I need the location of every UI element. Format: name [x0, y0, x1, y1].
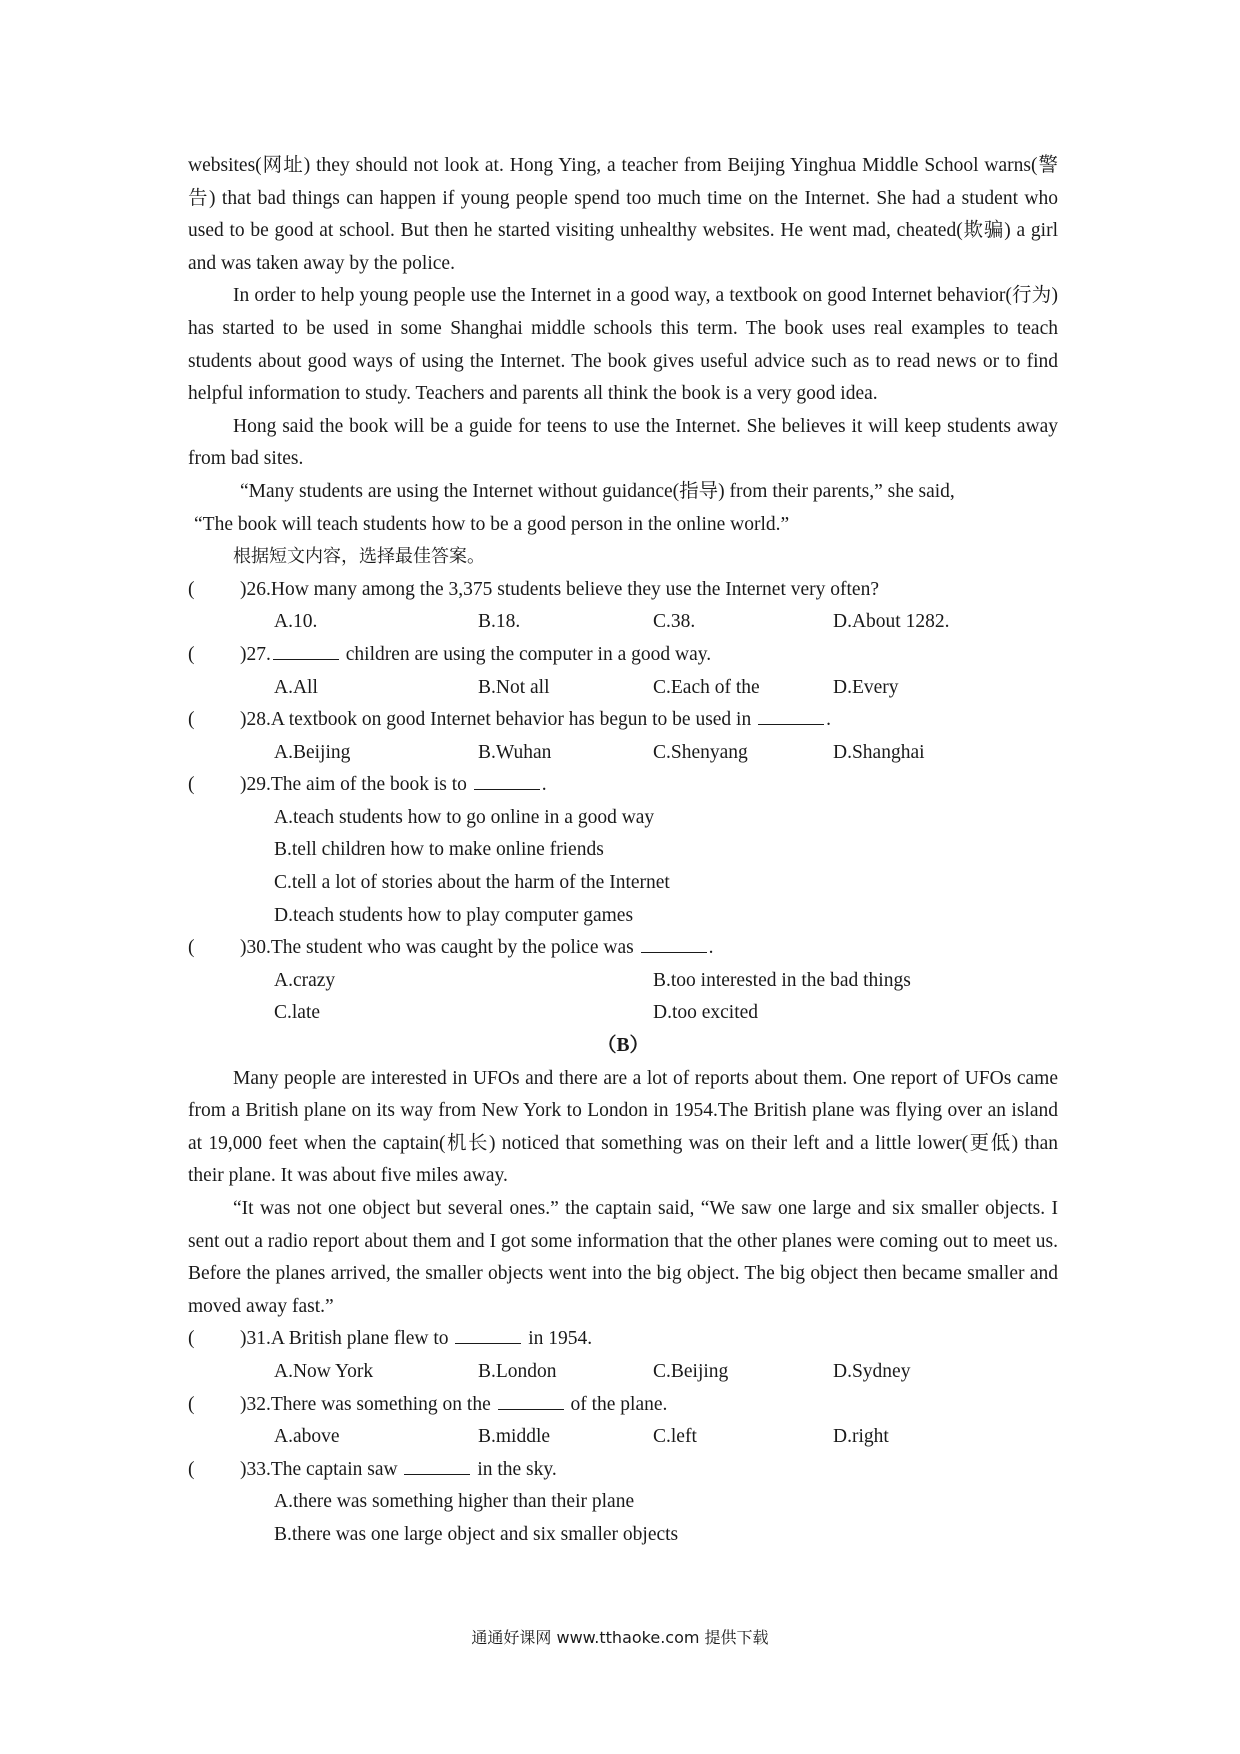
question-26	[188, 574, 1058, 607]
passage-a-paragraph-1: websites(网址) they should not look at. Hong Ying, a teacher from Beijing Yinghua Middle School warns(警告) that bad things can happen if young people spend too much time on the Internet. She had a student who used to be good at school. But then he started visiting unhealthy websites. He went mad, cheated(欺骗) a girl and was taken away by the police.	[188, 155, 1058, 274]
option-c: C.Each of the	[653, 676, 760, 698]
question-stem	[240, 769, 547, 802]
options-row	[188, 965, 1058, 998]
page-footer: 通通好课网 www.tthaoke.com 提供下载	[471, 1628, 769, 1647]
option-d: D.About 1282.	[833, 611, 950, 633]
option-c: C.Shenyang	[653, 741, 748, 763]
options-row	[188, 997, 1058, 1030]
stem-after: .	[541, 774, 547, 796]
option-a: A.there was something higher than their plane	[274, 1491, 635, 1513]
stem-before: )31.A British plane flew to	[240, 1328, 454, 1350]
options-row	[188, 737, 1058, 770]
option-d: D.Sydney	[833, 1360, 911, 1382]
option-b: B.tell children how to make online friends	[274, 839, 604, 861]
option-c: C.late	[274, 1002, 321, 1024]
option-c: C.tell a lot of stories about the harm of the Internet	[274, 872, 670, 894]
option-a: A.Beijing	[274, 741, 351, 763]
stem-after: of the plane.	[565, 1393, 668, 1415]
options-row	[188, 606, 1058, 639]
answer-bracket[interactable]: (	[188, 1328, 195, 1350]
question-stem	[240, 932, 713, 965]
option-d: D.Every	[833, 676, 899, 698]
option-c: C.38.	[653, 611, 696, 633]
option-b: B.Not all	[478, 676, 550, 698]
option-a: A.teach students how to go online in a good way	[274, 806, 655, 828]
option-b: B.too interested in the bad things	[653, 969, 911, 991]
stem-after: .	[826, 709, 831, 731]
passage-a-quote-line-1: “Many students are using the Internet without guidance(指导) from their parents,” she said,	[240, 480, 955, 502]
answer-bracket[interactable]: (	[188, 774, 195, 796]
stem-after: in the sky.	[472, 1458, 557, 1480]
question-stem	[240, 1454, 557, 1487]
question-stem	[240, 639, 711, 672]
question-29	[188, 769, 1058, 802]
stem-after: in 1954.	[523, 1328, 593, 1350]
option-b: B.18.	[478, 611, 521, 633]
answer-bracket[interactable]: (	[188, 1393, 195, 1415]
question-31	[188, 1323, 1058, 1356]
passage-a-paragraph-2: In order to help young people use the Internet in a good way, a textbook on good Internet behavior(行为) has started to be used in some Shanghai middle schools this term. The book uses real examples to teach students about good ways of using the Internet. The book gives useful advice such as to read news or to find helpful information to study. Teachers and parents all think the book is a very good idea.	[188, 285, 1058, 405]
passage-b-paragraph-2: “It was not one object but several ones.” the captain said, “We saw one large and six smaller objects. I sent out a radio report about them and I got some information that the other planes were coming out to meet us. Before the planes arrived, the smaller objects went into the big object. The big object then became smaller and moved away fast.”	[188, 1198, 1058, 1317]
option-c: C.Beijing	[653, 1360, 729, 1382]
stem-after: children are using the computer in a good way.	[340, 643, 712, 665]
option-b: B.there was one large object and six smaller objects	[274, 1523, 679, 1545]
question-stem	[240, 1389, 667, 1422]
option-c: C.left	[653, 1426, 697, 1448]
answer-bracket[interactable]: (	[188, 937, 195, 959]
answer-blank	[273, 641, 339, 660]
answer-bracket[interactable]: (	[188, 578, 195, 600]
passage-a-paragraph-3: Hong said the book will be a guide for teens to use the Internet. She believes it will keep students away from bad sites.	[188, 415, 1058, 470]
options-row	[188, 1356, 1058, 1389]
question-30	[188, 932, 1058, 965]
section-b-title: （B）	[596, 1035, 649, 1057]
answer-bracket[interactable]: (	[188, 1458, 195, 1480]
option-d: D.too excited	[653, 1002, 759, 1024]
options-row	[188, 1421, 1058, 1454]
stem-before: )32.There was something on the	[240, 1393, 496, 1415]
option-b: B.Wuhan	[478, 741, 552, 763]
instruction-text: 根据短文内容，选择最佳答案。	[233, 546, 485, 568]
answer-blank	[404, 1456, 470, 1475]
answer-bracket[interactable]: (	[188, 643, 195, 665]
option-a: A.Now York	[274, 1360, 374, 1382]
option-a: A.crazy	[274, 969, 336, 991]
answer-blank	[498, 1391, 564, 1410]
stem-after: .	[708, 937, 714, 959]
question-28	[188, 704, 1058, 737]
question-stem: )26.How many among the 3,375 students believe they use the Internet very often?	[240, 578, 879, 600]
answer-blank	[474, 771, 540, 790]
answer-blank	[455, 1325, 521, 1344]
answer-blank	[641, 934, 707, 953]
option-b: B.London	[478, 1360, 557, 1382]
option-d: D.Shanghai	[833, 741, 925, 763]
option-d: D.teach students how to play computer games	[274, 904, 634, 926]
option-a: A.10.	[274, 611, 318, 633]
stem-before: )28.A textbook on good Internet behavior has begun to be used in	[240, 709, 757, 731]
question-stem	[240, 704, 831, 737]
options-row	[188, 672, 1058, 705]
option-a: A.All	[274, 676, 318, 698]
question-33	[188, 1454, 1058, 1487]
passage-a-quote-line-2: “The book will teach students how to be a good person in the online world.”	[194, 513, 790, 535]
passage-b-paragraph-1: Many people are interested in UFOs and there are a lot of reports about them. One report of UFOs came from a British plane on its way from New York to London in 1954.The British plane was flying over an island at 19,000 feet when the captain(机长) noticed that something was on their left and a little lower(更低) than their plane. It was about five miles away.	[188, 1067, 1058, 1187]
question-27	[188, 639, 1058, 672]
exam-page	[188, 150, 1058, 1552]
option-b: B.middle	[478, 1426, 551, 1448]
answer-bracket[interactable]: (	[188, 709, 195, 731]
stem-before: )30.The student who was caught by the police was	[240, 937, 639, 959]
option-d: D.right	[833, 1426, 889, 1448]
question-stem	[240, 1323, 592, 1356]
stem-before: )33.The captain saw	[240, 1458, 403, 1480]
option-a: A.above	[274, 1426, 340, 1448]
answer-blank	[758, 706, 824, 725]
question-32	[188, 1389, 1058, 1422]
stem-before: )29.The aim of the book is to	[240, 774, 472, 796]
stem-before: )27.	[240, 643, 271, 665]
